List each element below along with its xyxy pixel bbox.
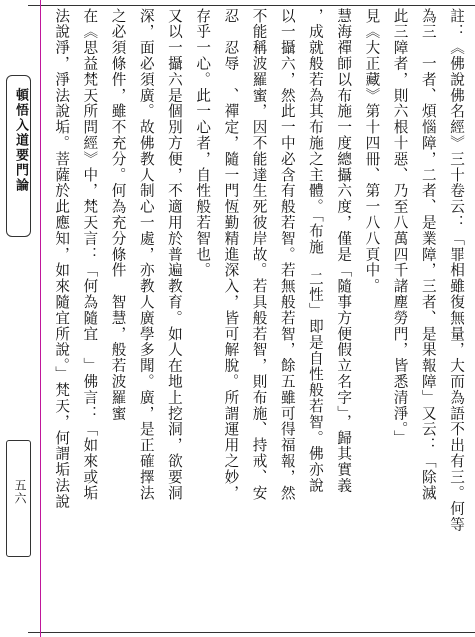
text-column: 法說淨，淨法說垢。菩薩於此應知，如來隨宜所說。」梵天，何謂垢法說 xyxy=(53,8,71,510)
body-text xyxy=(40,8,470,628)
text-column: 忍 忍辱 、禪定，隨一門恆勤精進深入，皆可解脫。所謂運用之妙， xyxy=(222,8,240,501)
text-column: 以一攝六，然此一中必含有般若智。若無般若智，餘五雖可得福報，然 xyxy=(278,8,296,501)
top-rule xyxy=(28,5,475,6)
text-column: 為三 一者、煩惱障，二者、是業障，三者、是果報障」又云：「除滅 xyxy=(419,8,437,501)
text-column: 又以一攝六是個別方便，不適用於普遍教育。如人在地上挖洞，欲要洞 xyxy=(165,8,183,501)
bottom-rule xyxy=(28,632,475,633)
book-title-tab xyxy=(6,75,31,237)
text-column: 此三障者，則六根十惡、乃至八萬四千諸塵勞門，皆悉清淨。」 xyxy=(391,8,409,446)
text-column: ，成就般若為其布施之主體。「布施 二性」即是自性般若智。佛亦說 xyxy=(306,8,324,494)
text-column: 註：《佛說佛名經》三十卷云：「罪相雖復無量，大而為語不出有三。何等 xyxy=(448,8,465,533)
text-column: 見《大正藏》第十四冊、第一八八頁中。 xyxy=(363,8,381,295)
page-number-tab xyxy=(6,440,31,557)
text-column: 在《思益梵天所問經》中，梵天言：「何為隨宜 」佛言：「如來或垢 xyxy=(81,8,99,501)
text-column: 不能稱波羅蜜，因不能達生死彼岸故。若具般若智，則布施、持戒、安 xyxy=(250,8,268,501)
text-column: 之必須條件，雖不充分。何為充分條件 智慧，般若波羅蜜 xyxy=(109,8,127,422)
text-column: 深，面必須廣。故佛教人制心一處，亦教人廣學多聞。廣，是正確擇法 xyxy=(137,8,155,501)
page-number: 五六 xyxy=(13,479,27,505)
text-column: 慧海禪師以布施一度總攝六度，僅是「隨事方便假立名字」，歸其實義 xyxy=(335,8,353,494)
book-title: 頓悟入道要門論 xyxy=(13,88,28,193)
text-column: 存乎一心。此一心者，自性般若智也。 xyxy=(194,8,212,279)
